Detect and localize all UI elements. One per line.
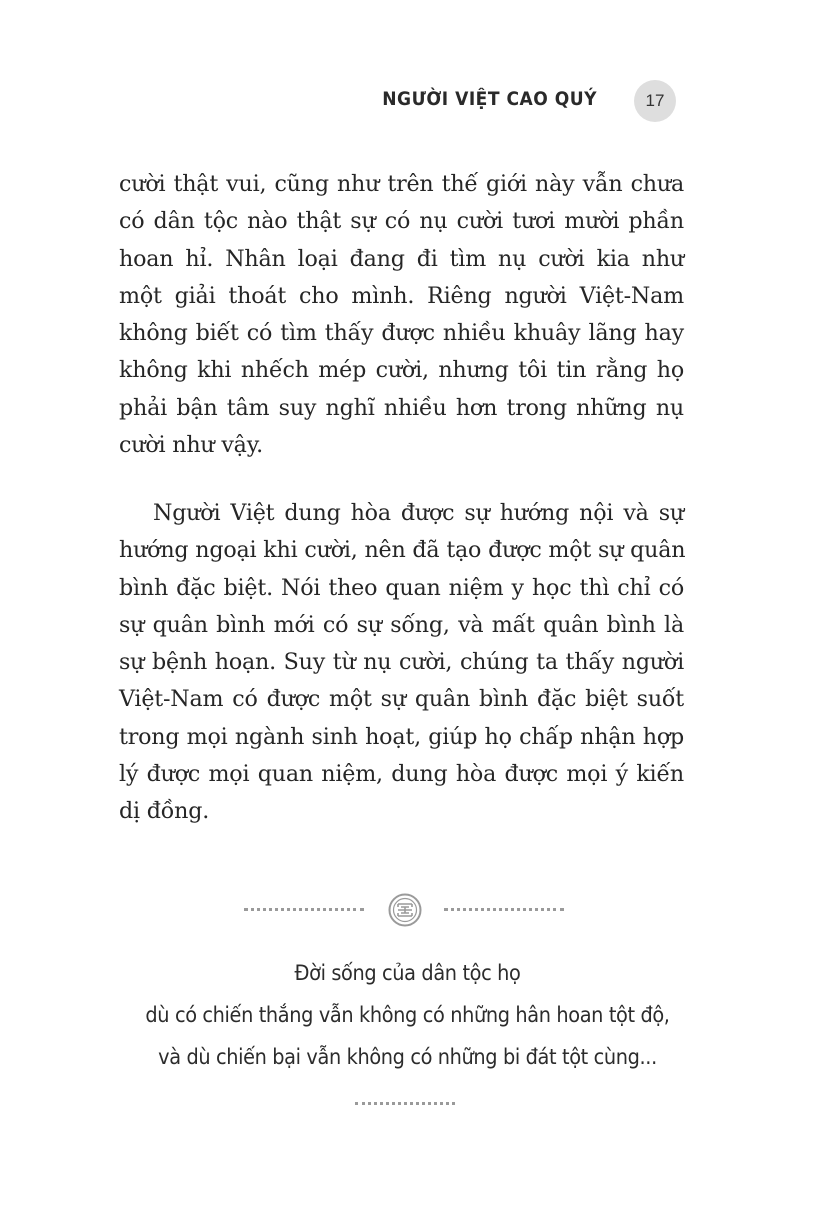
text-line: hoan hỉ. Nhân loại đang đi tìm nụ cười kia như xyxy=(119,245,684,272)
text-line: không biết có tìm thấy được nhiều khuây lãng hay xyxy=(119,320,684,347)
text-line: dị đồng. xyxy=(119,798,210,825)
dotted-rule-right xyxy=(444,908,564,911)
text-line: không khi nhếch mép cười, nhưng tôi tin rằng họ xyxy=(119,357,684,384)
closing-quote xyxy=(0,952,815,1078)
text-line: một giải thoát cho mình. Riêng người Việt-Nam xyxy=(119,282,684,309)
page-number: 17 xyxy=(634,80,676,122)
text-line: bình đặc biệt. Nói theo quan niệm y học thì chỉ có xyxy=(119,574,684,601)
dotted-rule-bottom xyxy=(355,1102,455,1105)
paragraph-1 xyxy=(119,166,684,464)
paragraph-2 xyxy=(119,495,684,831)
text-line: có dân tộc nào thật sự có nụ cười tươi mười phần xyxy=(119,208,684,235)
round-chinese-motif-icon xyxy=(387,893,423,927)
text-line: sự bệnh hoạn. Suy từ nụ cười, chúng ta thấy người xyxy=(119,649,684,676)
quote-line: dù có chiến thắng vẫn không có những hân hoan tột độ, xyxy=(145,1003,670,1027)
text-line: phải bận tâm suy nghĩ nhiều hơn trong những nụ xyxy=(119,394,684,421)
running-head: NGƯỜI VIỆT CAO QUÝ xyxy=(382,88,597,110)
dotted-rule-left xyxy=(244,908,364,911)
quote-line: và dù chiến bại vẫn không có những bi đát tột cùng... xyxy=(158,1045,657,1069)
text-line: hướng ngoại khi cười, nên đã tạo được một sự quân xyxy=(119,537,686,564)
text-line: lý được mọi quan niệm, dung hòa được mọi ý kiến xyxy=(119,761,684,788)
text-line: sự quân bình mới có sự sống, và mất quân bình là xyxy=(119,611,684,638)
quote-line: Đời sống của dân tộc họ xyxy=(294,961,521,985)
text-line: Người Việt dung hòa được sự hướng nội và sự xyxy=(153,500,684,526)
text-line: cười thật vui, cũng như trên thế giới này vẫn chưa xyxy=(119,171,684,197)
text-line: Việt-Nam có được một sự quân bình đặc biệt suốt xyxy=(119,686,684,713)
section-divider xyxy=(0,893,815,927)
text-line: cười như vậy. xyxy=(119,432,263,459)
text-line: trong mọi ngành sinh hoạt, giúp họ chấp nhận hợp xyxy=(119,723,684,750)
